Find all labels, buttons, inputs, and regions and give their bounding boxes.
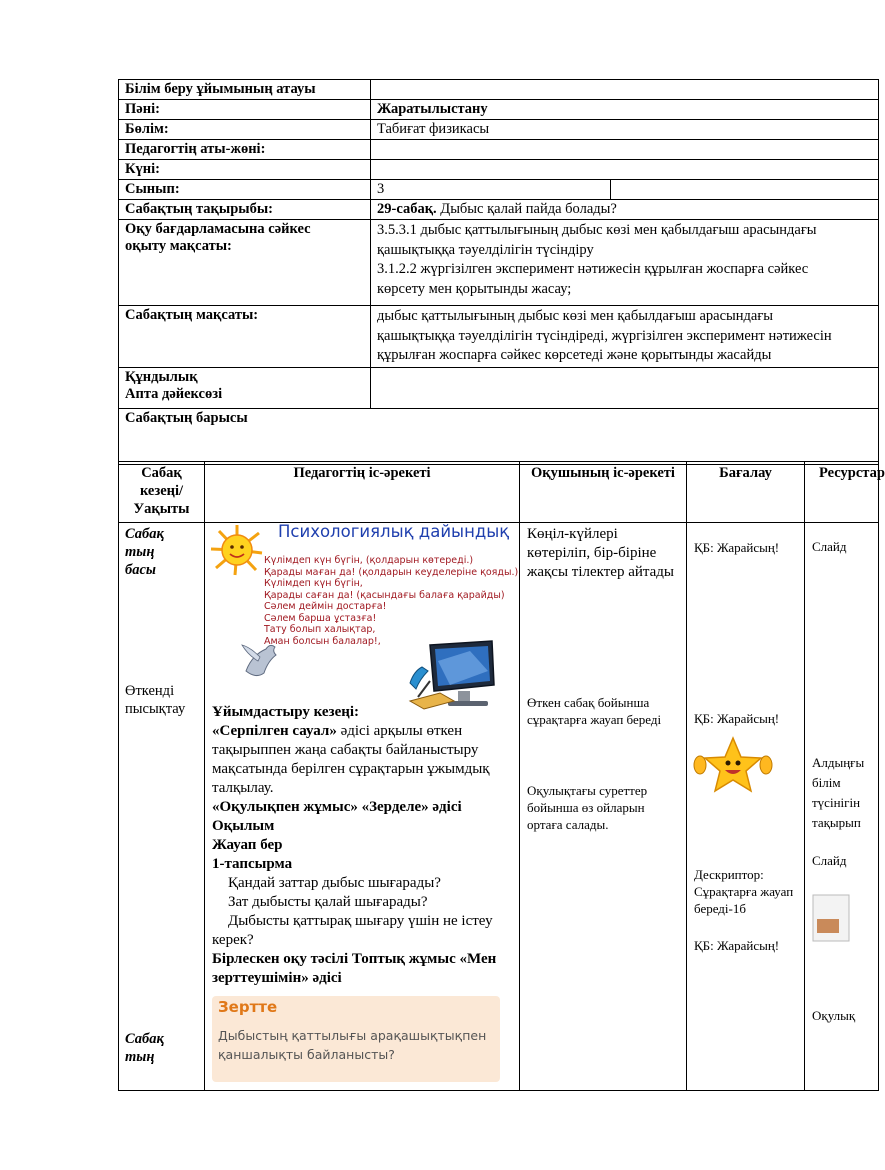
col-assess: Бағалау — [687, 462, 805, 523]
topic-cell — [371, 200, 879, 220]
research-box — [212, 996, 500, 1082]
subject-value: Жаратылыстану — [371, 100, 879, 120]
poem-line: Сәлем деймін достарға! — [264, 601, 387, 612]
lesson-progress-heading: Сабақтың барысы — [119, 408, 879, 464]
stage-line: Сабақ — [125, 526, 164, 542]
poster-poem — [264, 555, 518, 647]
method1-name: «Серпілген сауал» — [212, 723, 337, 739]
topic-label: Сабақтың тақырыбы: — [119, 200, 371, 220]
teacher-cell — [205, 523, 520, 1091]
task1: 1-тапсырма — [212, 856, 293, 872]
value-label-line: Апта дәйексөзі — [125, 385, 223, 402]
sun-icon — [211, 525, 262, 575]
value-cell — [371, 367, 879, 408]
poem-line: Сәлем барша ұстазға! — [264, 612, 377, 624]
stage-line: тың — [125, 1049, 155, 1065]
stage-review — [119, 682, 204, 718]
reading: Оқылым — [212, 818, 275, 834]
lesson-goal-label: Сабақтың мақсаты: — [119, 306, 371, 368]
date-value — [371, 160, 879, 180]
poem-line: Аман болсын балалар!, — [264, 635, 381, 647]
goals-label-line: оқыту мақсаты: — [125, 238, 232, 254]
class-value: 3 — [371, 180, 611, 200]
goals-line: 3.5.3.1 дыбыс қаттылығының дыбыс көзі мен қабылдағыш арасындағы — [377, 222, 817, 238]
psychology-poster — [210, 522, 519, 703]
descriptor-text: Сұрақтарға жауап береді-1б — [694, 884, 794, 916]
assess-2: ҚБ: Жарайсың! — [694, 711, 780, 726]
poem-line: Күлімдеп күн бүгін, — [264, 578, 363, 589]
section-label: Бөлім: — [119, 120, 371, 140]
class-label: Сынып: — [119, 180, 371, 200]
research-title: Зертте — [218, 998, 278, 1016]
slide-thumbnail-icon — [811, 893, 851, 943]
resource-note: түсінігін — [812, 795, 861, 810]
value-label-line: Құндылық — [125, 368, 198, 385]
stage-line: басы — [125, 562, 156, 578]
stage-line: пысықтау — [125, 701, 186, 717]
goals-line: қашықтыққа тәуелділігін түсіндіру — [377, 241, 594, 258]
poster-title: Психологиялық дайындық — [278, 522, 510, 541]
class-extra-cell — [611, 180, 879, 200]
col-stage: Сабақ кезеңі/ Уақыты — [119, 462, 205, 523]
org-value — [371, 80, 879, 100]
date-label: Күні: — [119, 160, 371, 180]
topic-value: Дыбыс қалай пайда болады? — [440, 201, 617, 217]
goals-line: көрсету мен қорытынды жасау; — [377, 280, 572, 297]
question: Зат дыбысты қалай шығарады? — [228, 894, 428, 910]
stage-mid — [119, 1028, 204, 1068]
assess-cell — [687, 523, 805, 1091]
lesson-goal-line: дыбыс қаттылығының дыбыс көзі мен қабылдағыш арасындағы — [377, 308, 774, 324]
col-teacher: Педагогтің іс-әрекеті — [205, 462, 520, 523]
joint-method: Бірлескен оқу тәсілі Топтық жұмыс «Мен зерттеушімін» әдісі — [212, 951, 497, 986]
resource-slide: Слайд — [812, 539, 847, 554]
stage-start — [119, 523, 204, 581]
section-value: Табиғат физикасы — [371, 120, 879, 140]
dove-icon — [242, 645, 276, 676]
lesson-goal-value — [371, 306, 879, 368]
goals-line: 3.1.2.2 жүргізілген эксперимент нәтижесін құрылған жоспарға сәйкес — [377, 261, 809, 277]
resource-note: білім — [812, 775, 841, 790]
resource-note: Алдыңғы — [812, 755, 865, 770]
lesson-header-table — [118, 79, 879, 465]
teacher-activity-text — [205, 703, 519, 988]
student-cell — [520, 523, 687, 1091]
resource-slide: Слайд — [812, 853, 847, 868]
star-thumbs-icon — [693, 735, 773, 795]
question: Қандай заттар дыбыс шығарады? — [228, 875, 441, 891]
student-activity-3: Оқулықтағы суреттер бойынша өз ойларын ортаға салады. — [527, 783, 648, 832]
poem-line: Тату болып халықтар, — [264, 624, 376, 635]
resource-textbook: Оқулық — [812, 1008, 856, 1023]
col-student: Оқушының іс-әрекеті — [520, 462, 687, 523]
lesson-plan-table — [118, 461, 885, 1091]
computer-icon — [410, 641, 494, 709]
value-label — [119, 367, 371, 408]
lesson-goal-line: қашықтыққа тәуелділігін түсіндіреді, жүргізілген эксперимент нәтижесін — [377, 327, 832, 344]
poem-line: Күлімдеп күн бүгін, (қолдарын көтереді.) — [264, 555, 474, 566]
org-label: Білім беру ұйымының атауы — [119, 80, 371, 100]
question: Дыбысты қаттырақ шығару үшін не істеу керек? — [212, 913, 493, 948]
stage-line: тың — [125, 544, 155, 560]
student-activity-1: Көңіл-күйлері көтеріліп, бір-біріне жақсы тілектер айтады — [527, 526, 675, 580]
subject-label: Пәні: — [119, 100, 371, 120]
goals-value — [371, 220, 879, 306]
goals-label — [119, 220, 371, 306]
descriptor-title: Дескриптор: — [694, 867, 764, 882]
answer: Жауап бер — [212, 837, 283, 853]
col-resources: Ресурстар — [805, 462, 879, 523]
goals-label-line: Оқу бағдарламасына сәйкес — [125, 221, 311, 237]
org-stage-heading: Ұйымдастыру кезеңі: — [212, 704, 360, 720]
assess-descriptor — [687, 864, 804, 919]
lesson-goal-line: құрылған жоспарға сәйкес көрсетеді және қорытынды жасайды — [377, 347, 772, 363]
student-activity-2: Өткен сабақ бойынша сұрақтарға жауап береді — [527, 695, 662, 727]
teacher-value — [371, 140, 879, 160]
teacher-label: Педагогтің аты-жөні: — [119, 140, 371, 160]
method1-text: әдісі арқылы өткен тақырыппен жаңа сабақты байланыстыру мақсатында берілген сұрақтарын ұжымдық талқылау. — [212, 723, 490, 796]
resource-note: тақырып — [812, 815, 861, 830]
stage-cell — [119, 523, 205, 1091]
poem-line: Қарады маған да! (қолдарын кеуделеріне қояды.) — [264, 566, 519, 578]
book-work: «Оқулықпен жұмыс» «Зерделе» әдісі — [212, 799, 462, 815]
assess-1: ҚБ: Жарайсың! — [694, 540, 780, 555]
stage-line: Өткенді — [125, 683, 175, 699]
assess-3: ҚБ: Жарайсың! — [694, 938, 780, 953]
stage-line: Сабақ — [125, 1031, 164, 1047]
method1-para — [212, 722, 512, 798]
topic-number: 29-сабақ. — [377, 201, 437, 217]
resources-cell — [805, 523, 879, 1091]
research-question: Дыбыстың қаттылығы арақашықтықпен қаншалықты байланысты? — [218, 1028, 487, 1062]
poem-line: Қарады саған да! (қасындағы балаға қарайды) — [264, 589, 505, 601]
